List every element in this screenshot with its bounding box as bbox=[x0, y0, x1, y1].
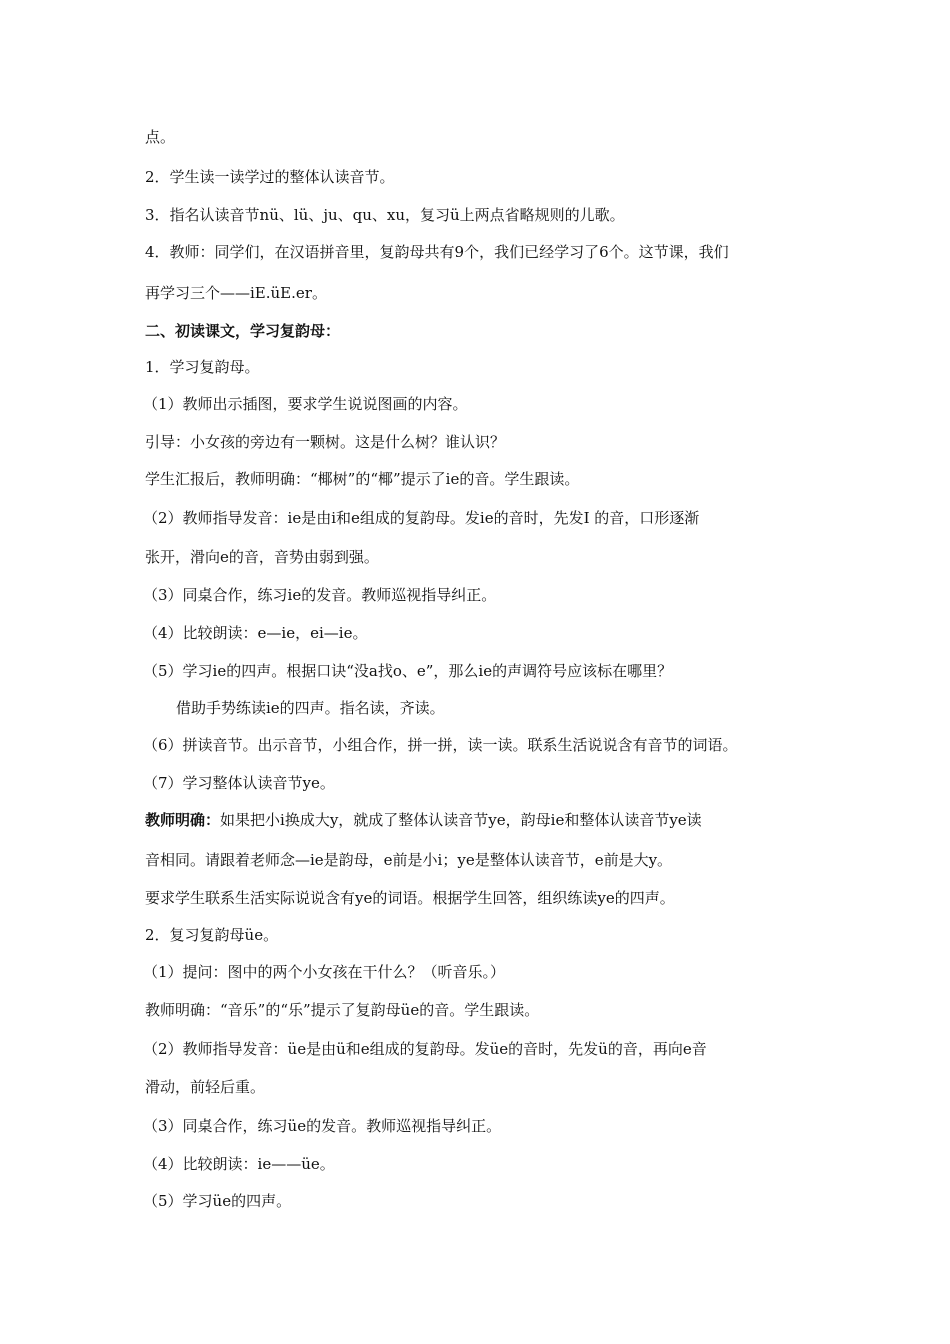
text-line: 1．学习复韵母。 bbox=[145, 358, 260, 376]
text-line: 音相同。请跟着老师念—ie是韵母，e前是小i；ye是整体认读音节，e前是大y。 bbox=[145, 851, 673, 869]
text-line: 2．复习复韵母üe。 bbox=[145, 926, 279, 944]
text-line: （1）教师出示插图，要求学生说说图画的内容。 bbox=[143, 395, 468, 413]
text-line: 借助手势练读ie的四声。指名读，齐读。 bbox=[176, 699, 445, 717]
text-line: 再学习三个——iE.üE.er。 bbox=[145, 284, 327, 302]
line-text: 如果把小i换成大y，就成了整体认读音节ye，韵母ie和整体认读音节ye读 bbox=[220, 811, 702, 829]
text-line: （6）拼读音节。出示音节，小组合作，拼一拼，读一读。联系生活说说含有音节的词语。 bbox=[143, 736, 738, 754]
text-line: （4）比较朗读：ie——üe。 bbox=[143, 1155, 335, 1173]
text-line: （5）学习üe的四声。 bbox=[143, 1192, 292, 1210]
text-line: 张开，滑向e的音，音势由弱到强。 bbox=[145, 548, 379, 566]
bold-prefix: 教师明确： bbox=[145, 811, 221, 829]
text-line: （7）学习整体认读音节ye。 bbox=[143, 774, 335, 792]
text-line: 滑动，前轻后重。 bbox=[145, 1078, 266, 1096]
text-line: （2）教师指导发音：ie是由i和e组成的复韵母。发ie的音时，先发I 的音，口形逐渐 bbox=[143, 509, 700, 527]
text-line: （1）提问：图中的两个小女孩在干什么？（听音乐。） bbox=[143, 963, 506, 981]
text-line: （4）比较朗读：e—ie，ei—ie。 bbox=[143, 624, 368, 642]
text-line: （3）同桌合作，练习ie的发音。教师巡视指导纠正。 bbox=[143, 586, 497, 604]
text-line: （3）同桌合作，练习üe的发音。教师巡视指导纠正。 bbox=[143, 1117, 502, 1135]
text-line: 引导：小女孩的旁边有一颗树。这是什么树？谁认识？ bbox=[145, 433, 506, 451]
text-line: 4．教师：同学们，在汉语拼音里，复韵母共有9个，我们已经学习了6个。这节课，我们 bbox=[145, 243, 729, 261]
text-line: 要求学生联系生活实际说说含有ye的词语。根据学生回答，组织练读ye的四声。 bbox=[145, 889, 675, 907]
text-line: （2）教师指导发音：üe是由ü和e组成的复韵母。发üe的音时，先发ü的音，再向e音 bbox=[143, 1040, 707, 1058]
text-line: （5）学习ie的四声。根据口诀“没a找o、e”，那么ie的声调符号应该标在哪里？ bbox=[143, 662, 673, 680]
text-line: 2．学生读一读学过的整体认读音节。 bbox=[145, 168, 395, 186]
text-line: 学生汇报后，教师明确：“椰树”的“椰”提示了ie的音。学生跟读。 bbox=[145, 470, 580, 488]
text-line: 3．指名认读音节nü、lü、ju、qu、xu，复习ü上两点省略规则的儿歌。 bbox=[145, 206, 625, 224]
text-line: 点。 bbox=[145, 128, 176, 146]
text-line-with-bold-prefix bbox=[145, 810, 702, 830]
text-line: 教师明确：“音乐”的“乐”提示了复韵母üe的音。学生跟读。 bbox=[145, 1001, 540, 1019]
section-heading: 二、初读课文，学习复韵母： bbox=[145, 322, 341, 340]
